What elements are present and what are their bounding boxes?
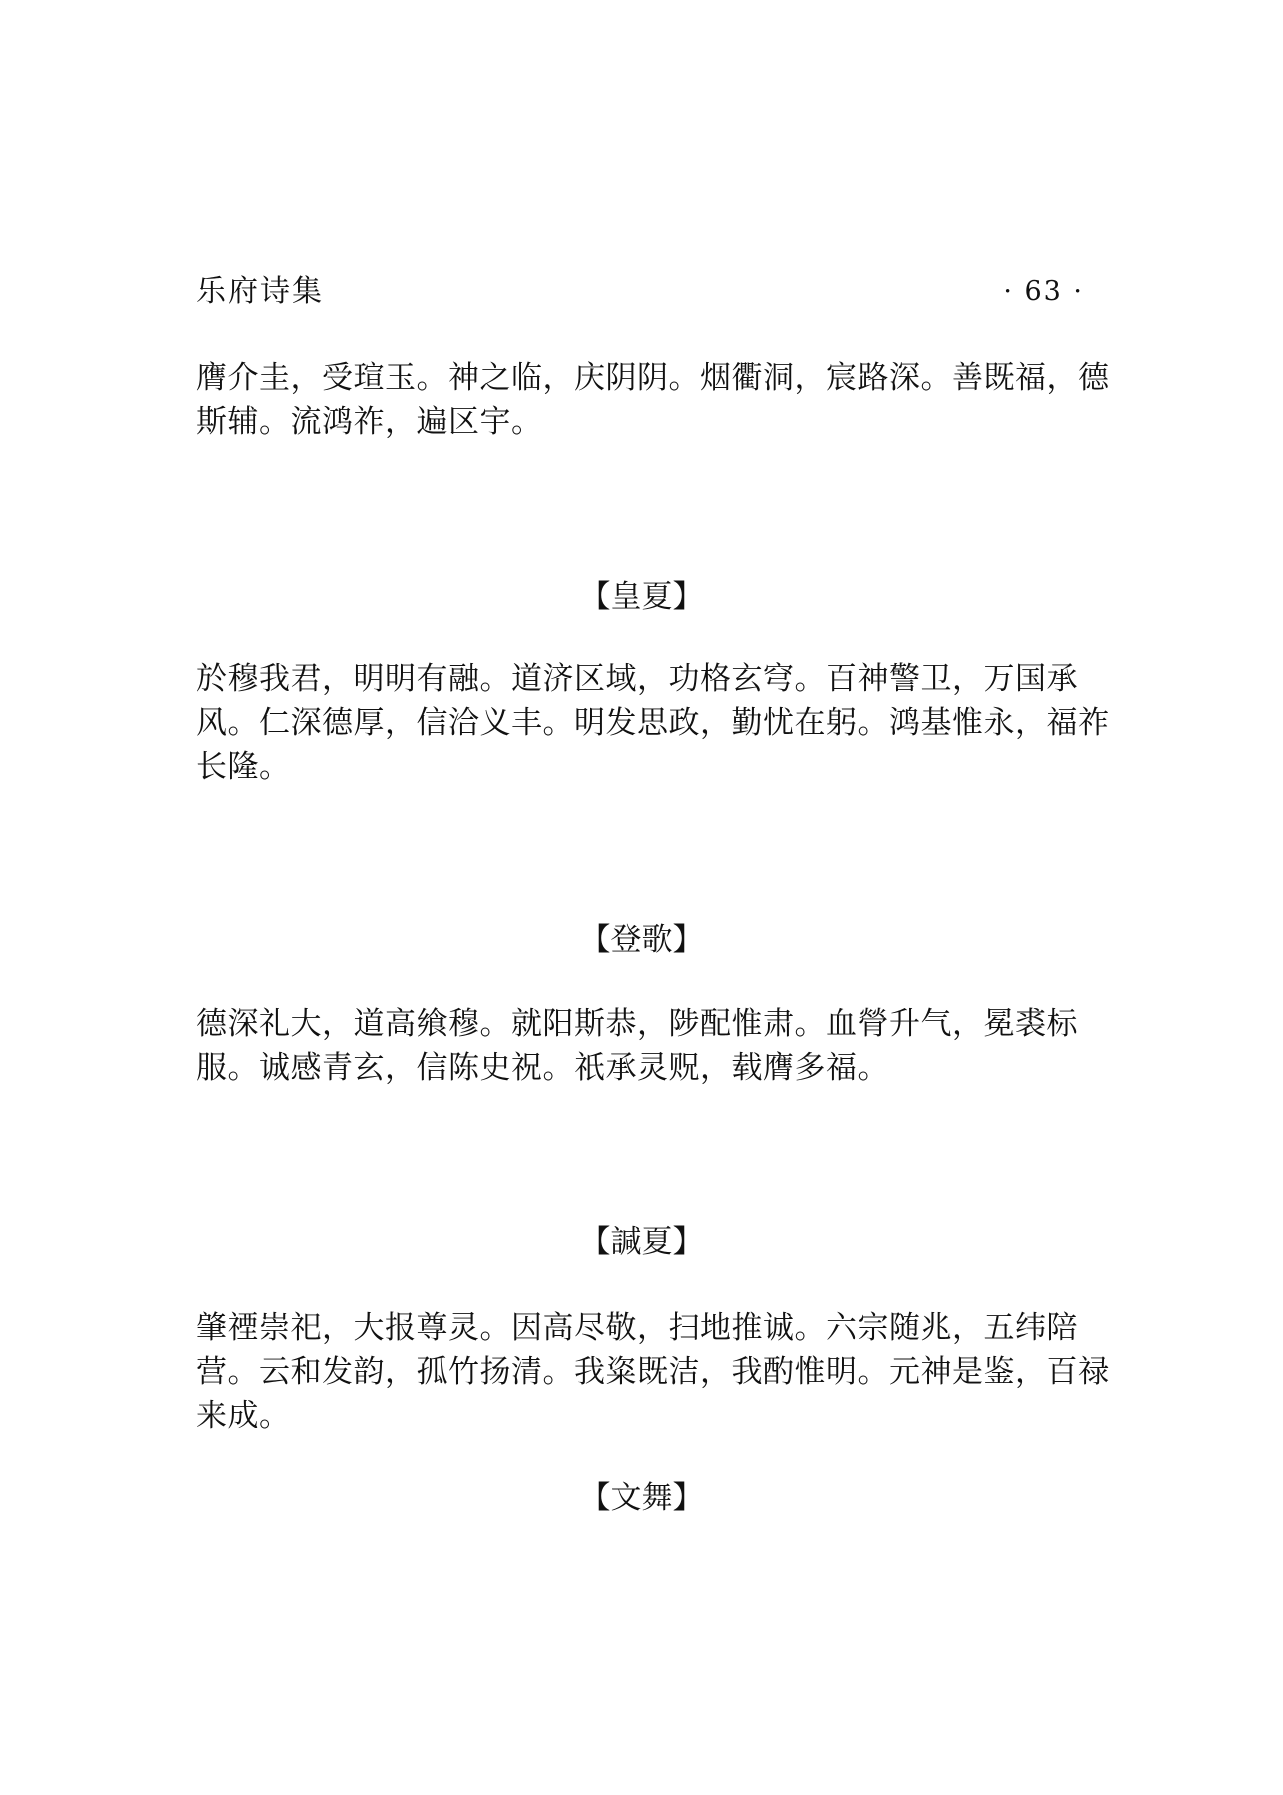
section-text-huangxia: 於穆我君，明明有融。道济区域，功格玄穹。百神警卫，万国承风。仁深德厚，信洽义丰。明发思政，勤忧在躬。鸿基惟永，福祚长隆。 bbox=[196, 661, 1110, 785]
section-heading-wenwu: 【文舞】 bbox=[579, 1480, 704, 1516]
book-title: 乐府诗集 bbox=[196, 274, 324, 309]
section-heading-xianxia: 【諴夏】 bbox=[579, 1224, 704, 1260]
section-heading-dengge: 【登歌】 bbox=[579, 922, 704, 958]
opening-paragraph: 膺介圭，受瑄玉。神之临，庆阴阴。烟衢洞，宸路深。善既福，德斯辅。流鸿祚，遍区宇。 bbox=[196, 360, 1110, 440]
page-number: · 63 · bbox=[1003, 276, 1084, 307]
running-header bbox=[196, 272, 1084, 312]
section-text-dengge: 德深礼大，道高飨穆。就阳斯恭，陟配惟肃。血膋升气，冕裘标服。诚感青玄，信陈史祝。祇承灵贶，载膺多福。 bbox=[196, 1006, 1078, 1086]
section-text-xianxia: 肇禋崇祀，大报尊灵。因高尽敬，扫地推诚。六宗随兆，五纬陪营。云和发韵，孤竹扬清。我粢既洁，我酌惟明。元神是鉴，百禄来成。 bbox=[196, 1310, 1110, 1434]
section-heading-huangxia: 【皇夏】 bbox=[579, 579, 704, 615]
